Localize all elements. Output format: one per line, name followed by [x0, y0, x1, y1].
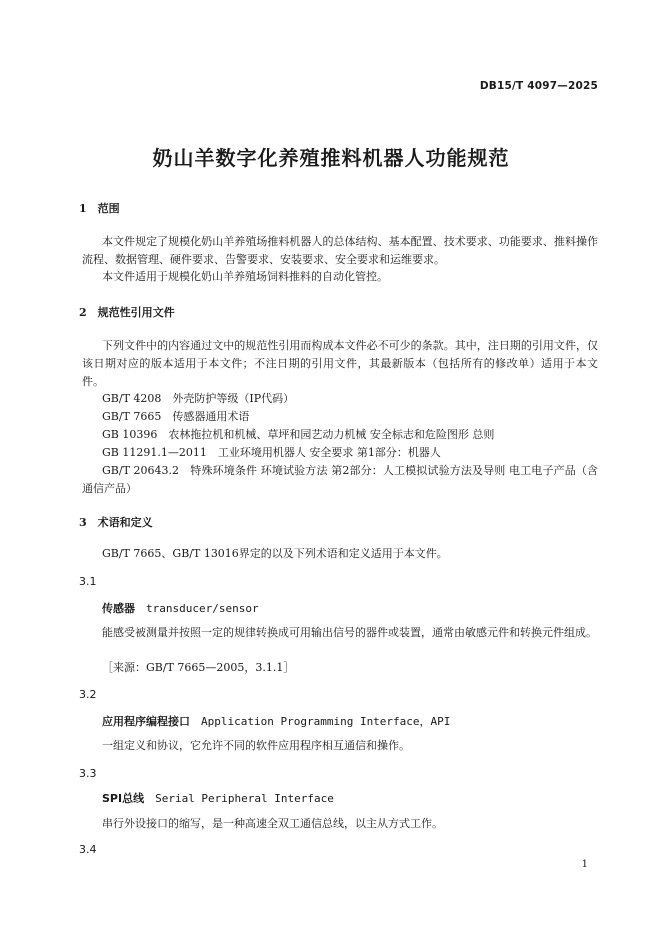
term-title: [102, 713, 450, 729]
term-number: 3.4: [79, 843, 97, 856]
term-name-en: Application Programming Interface，API: [201, 715, 451, 728]
term-title: [102, 790, 334, 806]
term-name-en: transducer/sensor: [146, 602, 259, 615]
term-number: 3.2: [79, 688, 97, 701]
term-title: [102, 600, 259, 616]
reference-item: GB/T 7665 传感器通用术语: [102, 410, 250, 423]
section-2-heading: 2 规范性引用文件: [79, 306, 175, 319]
section-1-paragraph-2: 本文件适用于规模化奶山羊养殖场饲料推料的自动化管控。: [102, 270, 388, 283]
term-name-cn: SPI总线: [102, 792, 145, 805]
reference-item: GB/T 4208 外壳防护等级（IP代码）: [102, 392, 295, 405]
reference-item: GB 10396 农林拖拉机和机械、草坪和园艺动力机械 安全标志和危险图形 总则: [102, 428, 495, 441]
standard-number: DB15/T 4097—2025: [479, 80, 598, 92]
section-3-heading: 3 术语和定义: [79, 516, 153, 529]
term-name-cn: 应用程序编程接口: [102, 715, 190, 728]
term-definition: 一组定义和协议，它允许不同的软件应用程序相互通信和操作。: [102, 739, 410, 752]
term-number: 3.1: [79, 575, 97, 588]
section-2-paragraph-1: 下列文件中的内容通过文中的规范性引用而构成本文件必不可少的条款。其中，注日期的引用文件，仅该日期对应的版本适用于本文件；不注日期的引用文件，其最新版本（包括所有的修改单）适用于本文件。: [82, 339, 598, 388]
section-1-heading: 1 范围: [79, 202, 120, 215]
term-definition: 能感受被测量并按照一定的规律转换成可用输出信号的器件或装置，通常由敏感元件和转换元件组成。: [102, 626, 597, 639]
term-name-en: Serial Peripheral Interface: [155, 792, 334, 805]
document-title: 奶山羊数字化养殖推料机器人功能规范: [152, 146, 510, 170]
reference-item: GB/T 20643.2 特殊环境条件 环境试验方法 第2部分：人工模拟试验方法及导则 电工电子产品（含通信产品）: [82, 464, 598, 495]
page-number: 1: [581, 859, 588, 870]
section-1-paragraph-1: 本文件规定了规模化奶山羊养殖场推料机器人的总体结构、基本配置、技术要求、功能要求、推料操作流程、数据管理、硬件要求、告警要求、安装要求、安全要求和运维要求。: [82, 235, 598, 266]
term-name-cn: 传感器: [102, 602, 135, 615]
section-3-paragraph-1: GB/T 7665、GB/T 13016界定的以及下列术语和定义适用于本文件。: [102, 547, 448, 560]
term-number: 3.3: [79, 767, 97, 780]
term-definition: 串行外设接口的缩写，是一种高速全双工通信总线，以主从方式工作。: [102, 817, 443, 830]
term-source: ［来源：GB/T 7665—2005，3.1.1］: [102, 661, 295, 674]
reference-item: GB 11291.1—2011 工业环境用机器人 安全要求 第1部分：机器人: [102, 446, 441, 459]
